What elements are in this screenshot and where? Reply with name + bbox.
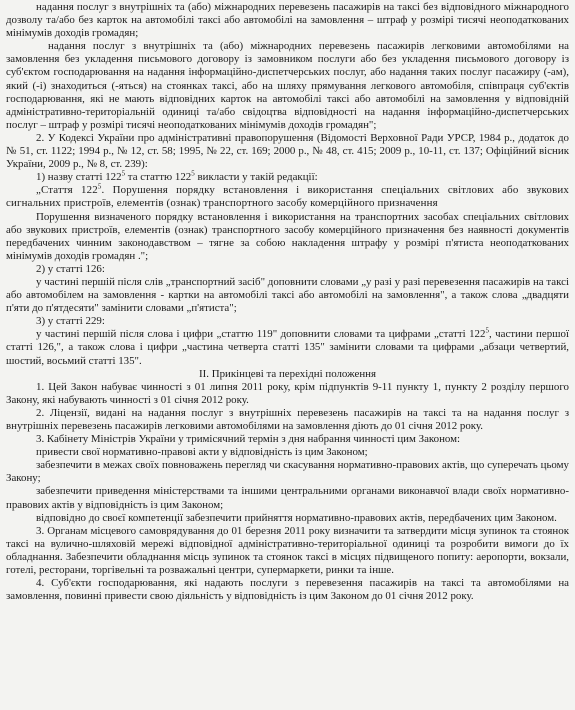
paragraph-final-3: 3. Кабінету Міністрів України у тримісячний термін з дня набрання чинності цим Законом: (36, 433, 461, 446)
paragraph-final-3-local: 3. Органам місцевого самоврядування до 01 березня 2011 року визначити та затвердити місця зупинок та стоянок таксі на вулично-шляховій мережі відповідної адміністративно-територіальної одиниці та розробити вимоги до їх обладнання. Забезпечити обладнання місць зупинок та стоянок таксі в місцях підвищеного попиту: аеропорти, вокзали, готелі, ресторани, торгівельні та розважальні центри, супермаркети, ринки та інше. (6, 524, 569, 577)
paragraph-article-title (6, 184, 569, 210)
paragraph-final-3-b: забезпечити в межах своїх повноважень перегляд чи скасування нормативно-правових актів, що суперечать цьому Закону; (6, 459, 569, 485)
superscript-5: 5 (191, 169, 195, 178)
paragraph-final-1: 1. Цей Закон набуває чинності з 01 липня 2011 року, крім підпунктів 9-11 пункту 1, пункту 2 розділу першого Закону, які набувають чинності з 01 січня 2012 року. (6, 380, 569, 406)
article-229-part-b: , частини першої статті 126,", а також слова і цифри „частина четверта статті 135" замінити словами та цифрами „абзаци четвертий, шостий, восьмий статті 135". (6, 328, 569, 367)
item-1-part-a: 1) назву статті 122 (36, 171, 122, 184)
item-1-part-b: та статтю 122 (125, 171, 192, 184)
superscript-5: 5 (485, 326, 489, 335)
article-title-part-b: . Порушення порядку встановлення і використання спеціальних світлових або звукових сигнальних пристроїв, елементів (ознак) транспортного засобу комерційного призначення (6, 184, 569, 210)
paragraph-final-3-d: відповідно до своєї компетенції забезпечити прийняття нормативно-правових актів, передбачених цим Законом. (36, 511, 557, 524)
article-229-part-a: у частині першій після слова і цифри „статтю 119" доповнити словами та цифрами „статті 122 (36, 328, 486, 341)
paragraph-final-2: 2. Ліцензії, видані на надання послуг з внутрішніх перевезень пасажирів на таксі та на надання послуг з внутрішніх перевезень пасажирів легковими автомобілями на замовлення діють до 01 січня 2012 року. (6, 406, 569, 432)
paragraph-item-2: 2) у статті 126: (36, 262, 105, 275)
paragraph-article-229 (6, 328, 569, 367)
item-1-part-c: викласти у такій редакції: (194, 171, 318, 184)
paragraph-article-126: у частині першій після слів „транспортний засіб" доповнити словами „у разі у разі перевезення пасажирів на таксі або автомобілем на замовлення - картки на автомобілі таксі або автомобілі на замовлення", а також слова „двадцяти п'яти до п'ятдесяти" замінити словами „п'ятиста"; (6, 275, 569, 315)
paragraph-item-1 (6, 171, 569, 184)
paragraph-final-3-c: забезпечити приведення міністерствами та іншими центральними органами виконавчої влади своїх нормативно-правових актів у відповідність із цим Законом; (6, 485, 569, 511)
paragraph-code-amendments: 2. У Кодексі України про адміністративні правопорушення (Відомості Верховної Ради УРСР, 1984 р., додаток до № 51, ст. 1122; 1994 р., № 12, ст. 58; 1995, № 22, ст. 169; 2000 р., № 48, ст. 415; 2009 р., 10-11, ст. 137; Офіційний вісник України, 2009 р., № 8, ст. 239): (6, 131, 569, 171)
paragraph-final-3-a: привести свої нормативно-правові акти у відповідність із цим Законом; (36, 446, 368, 459)
article-title-part-a: „Стаття 122 (36, 184, 98, 197)
superscript-5: 5 (121, 169, 126, 178)
paragraph-item-3: 3) у статті 229: (36, 315, 105, 328)
paragraph-penalty-no-contract: надання послуг з внутрішніх та (або) міжнародних перевезень пасажирів легковими автомобілями на замовлення без укладення письмового договору із замовником послуги або без укладення письмового договору із суб'єктом господарювання на надання інформаційно-диспетчерських послуг, або надання таких послуг пасажиру (-ам), який (-і) знаходиться (-яться) на стоянках таксі, або на шляху прямування легкового автомобіля, співпраця суб'єктів господарювання, які не мають відповідних карток на автомобілі таксі або автомобілі на замовлення у відповідній адміністративно-територіальній одиниці та/або свідоцтва відповідності на надання інформаційно-диспетчерських послуг – штраф у розмірі тисячі неоподаткованих мінімумів доходів громадян"; (6, 40, 569, 131)
section-heading: II. Прикінцеві та перехідні положення (199, 367, 376, 380)
paragraph-penalty-no-permit: надання послуг з внутрішніх та (або) міжнародних перевезень пасажирів на таксі без відповідного міжнародного дозволу та/або без карток на автомобілі таксі або автомобілі на замовлення – штраф у розмірі тисячі неоподаткованих мінімумів доходів громадян; (6, 1, 569, 40)
paragraph-article-body: Порушення визначеного порядку встановлення і використання на транспортних засобах спеціальних світлових або звукових пристроїв, елементів (ознак) транспортного засобу комерційного призначення без наявності документів передбачених чинним законодавством – тягне за собою накладення штрафу у розмірі п'ятиста неоподаткованих мінімумів доходів громадян ."; (6, 210, 569, 262)
superscript-5: 5 (97, 182, 102, 191)
paragraph-final-4: 4. Суб'єкти господарювання, які надають послуги з перевезення пасажирів на таксі та автомобілями на замовлення, повинні привести свою діяльність у відповідність із цим Законом до 01 січня 2012 року. (6, 577, 569, 603)
